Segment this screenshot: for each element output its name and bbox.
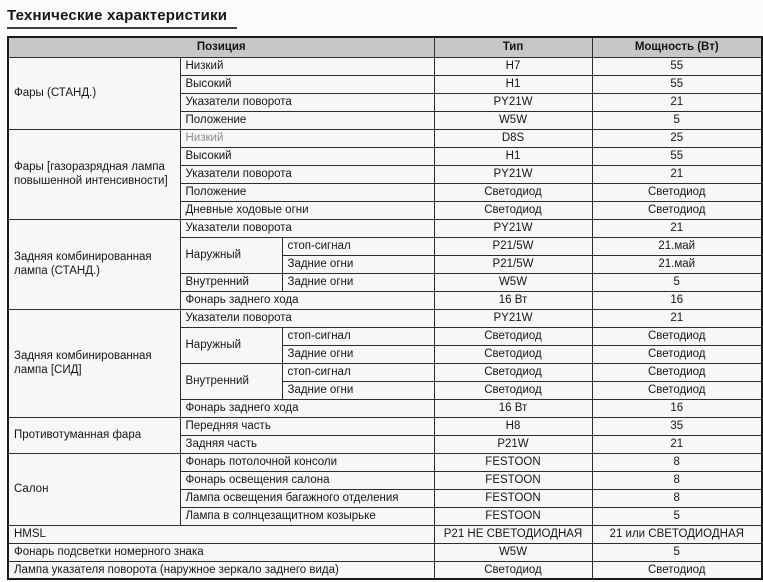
position-cell: Фонарь потолочной консоли xyxy=(180,453,434,471)
position-cell: Лампа в солнцезащитном козырьке xyxy=(180,507,434,525)
header-power: Мощность (Вт) xyxy=(592,37,762,57)
type-cell: 16 Вт xyxy=(434,399,592,417)
header-position: Позиция xyxy=(8,37,434,57)
power-cell: 21.май xyxy=(592,255,762,273)
type-cell: H7 xyxy=(434,57,592,75)
type-cell: H8 xyxy=(434,417,592,435)
table-row xyxy=(8,543,762,561)
power-cell: 55 xyxy=(592,57,762,75)
table-row xyxy=(8,561,762,579)
position-cell: Высокий xyxy=(180,147,434,165)
power-cell: 5 xyxy=(592,543,762,561)
position-cell: Низкий xyxy=(180,57,434,75)
power-cell: 21 xyxy=(592,93,762,111)
type-cell: P21 НЕ СВЕТОДИОДНАЯ xyxy=(434,525,592,543)
type-cell: PY21W xyxy=(434,309,592,327)
sub-position-cell: Задние огни xyxy=(282,381,434,399)
table-header-row xyxy=(8,37,762,57)
sub-position-cell: стоп-сигнал xyxy=(282,363,434,381)
type-cell: W5W xyxy=(434,543,592,561)
type-cell: Светодиод xyxy=(434,201,592,219)
power-cell: Светодиод xyxy=(592,345,762,363)
type-cell: Светодиод xyxy=(434,345,592,363)
type-cell: P21/5W xyxy=(434,255,592,273)
table-row xyxy=(8,57,762,75)
position-cell: Задняя часть xyxy=(180,435,434,453)
footer-label-cell: Фонарь подсветки номерного знака xyxy=(8,543,434,561)
power-cell: 5 xyxy=(592,273,762,291)
footer-label-cell: HMSL xyxy=(8,525,434,543)
outer-inner-cell: Наружный xyxy=(180,327,282,363)
power-cell: 21 xyxy=(592,309,762,327)
power-cell: 21.май xyxy=(592,237,762,255)
type-cell: Светодиод xyxy=(434,363,592,381)
table-row xyxy=(8,453,762,471)
sub-position-cell: Задние огни xyxy=(282,273,434,291)
sub-position-cell: стоп-сигнал xyxy=(282,237,434,255)
power-cell: 5 xyxy=(592,507,762,525)
type-cell: W5W xyxy=(434,111,592,129)
table-row xyxy=(8,219,762,237)
group-label-cell: Салон xyxy=(8,453,180,525)
group-label-cell: Задняя комбинированная лампа (СТАНД.) xyxy=(8,219,180,309)
sub-position-cell: Задние огни xyxy=(282,345,434,363)
table-row xyxy=(8,309,762,327)
power-cell: 35 xyxy=(592,417,762,435)
power-cell: 8 xyxy=(592,453,762,471)
power-cell: Светодиод xyxy=(592,381,762,399)
position-cell: Дневные ходовые огни xyxy=(180,201,434,219)
type-cell: P21/5W xyxy=(434,237,592,255)
position-cell: Высокий xyxy=(180,75,434,93)
type-cell: W5W xyxy=(434,273,592,291)
power-cell: 8 xyxy=(592,489,762,507)
power-cell: 21 xyxy=(592,219,762,237)
power-cell: 25 xyxy=(592,129,762,147)
type-cell: FESTOON xyxy=(434,453,592,471)
power-cell: 16 xyxy=(592,399,762,417)
power-cell: 21 xyxy=(592,435,762,453)
group-label-cell: Фары (СТАНД.) xyxy=(8,57,180,129)
type-cell: D8S xyxy=(434,129,592,147)
type-cell: 16 Вт xyxy=(434,291,592,309)
power-cell: 55 xyxy=(592,147,762,165)
group-label-cell: Задняя комбинированная лампа [СИД] xyxy=(8,309,180,417)
power-cell: Светодиод xyxy=(592,363,762,381)
position-cell: Низкий xyxy=(180,129,434,147)
outer-inner-cell: Внутренний xyxy=(180,363,282,399)
type-cell: Светодиод xyxy=(434,561,592,579)
type-cell: Светодиод xyxy=(434,327,592,345)
type-cell: PY21W xyxy=(434,165,592,183)
table-row xyxy=(8,129,762,147)
power-cell: 5 xyxy=(592,111,762,129)
position-cell: Фонарь освещения салона xyxy=(180,471,434,489)
type-cell: Светодиод xyxy=(434,183,592,201)
type-cell: FESTOON xyxy=(434,471,592,489)
power-cell: 21 или СВЕТОДИОДНАЯ xyxy=(592,525,762,543)
group-label-cell: Противотуманная фара xyxy=(8,417,180,453)
position-cell: Положение xyxy=(180,111,434,129)
power-cell: Светодиод xyxy=(592,327,762,345)
position-cell: Положение xyxy=(180,183,434,201)
position-cell: Указатели поворота xyxy=(180,219,434,237)
power-cell: 21 xyxy=(592,165,762,183)
power-cell: Светодиод xyxy=(592,183,762,201)
footer-label-cell: Лампа указателя поворота (наружное зеркало заднего вида) xyxy=(8,561,434,579)
type-cell: H1 xyxy=(434,147,592,165)
power-cell: Светодиод xyxy=(592,561,762,579)
page-title: Технические характеристики xyxy=(7,7,237,29)
type-cell: FESTOON xyxy=(434,489,592,507)
outer-inner-cell: Внутренний xyxy=(180,273,282,291)
type-cell: H1 xyxy=(434,75,592,93)
position-cell: Указатели поворота xyxy=(180,309,434,327)
position-cell: Передняя часть xyxy=(180,417,434,435)
position-cell: Лампа освещения багажного отделения xyxy=(180,489,434,507)
table-row xyxy=(8,525,762,543)
group-label-cell: Фары [газоразрядная лампа повышенной интенсивности] xyxy=(8,129,180,219)
power-cell: 8 xyxy=(592,471,762,489)
power-cell: 55 xyxy=(592,75,762,93)
type-cell: Светодиод xyxy=(434,381,592,399)
sub-position-cell: стоп-сигнал xyxy=(282,327,434,345)
position-cell: Указатели поворота xyxy=(180,165,434,183)
table-row xyxy=(8,417,762,435)
type-cell: PY21W xyxy=(434,219,592,237)
header-type: Тип xyxy=(434,37,592,57)
power-cell: Светодиод xyxy=(592,201,762,219)
position-cell: Фонарь заднего хода xyxy=(180,399,434,417)
position-cell: Фонарь заднего хода xyxy=(180,291,434,309)
type-cell: PY21W xyxy=(434,93,592,111)
power-cell: 16 xyxy=(592,291,762,309)
type-cell: P21W xyxy=(434,435,592,453)
type-cell: FESTOON xyxy=(434,507,592,525)
position-cell: Указатели поворота xyxy=(180,93,434,111)
outer-inner-cell: Наружный xyxy=(180,237,282,273)
sub-position-cell: Задние огни xyxy=(282,255,434,273)
spec-table xyxy=(7,36,763,580)
